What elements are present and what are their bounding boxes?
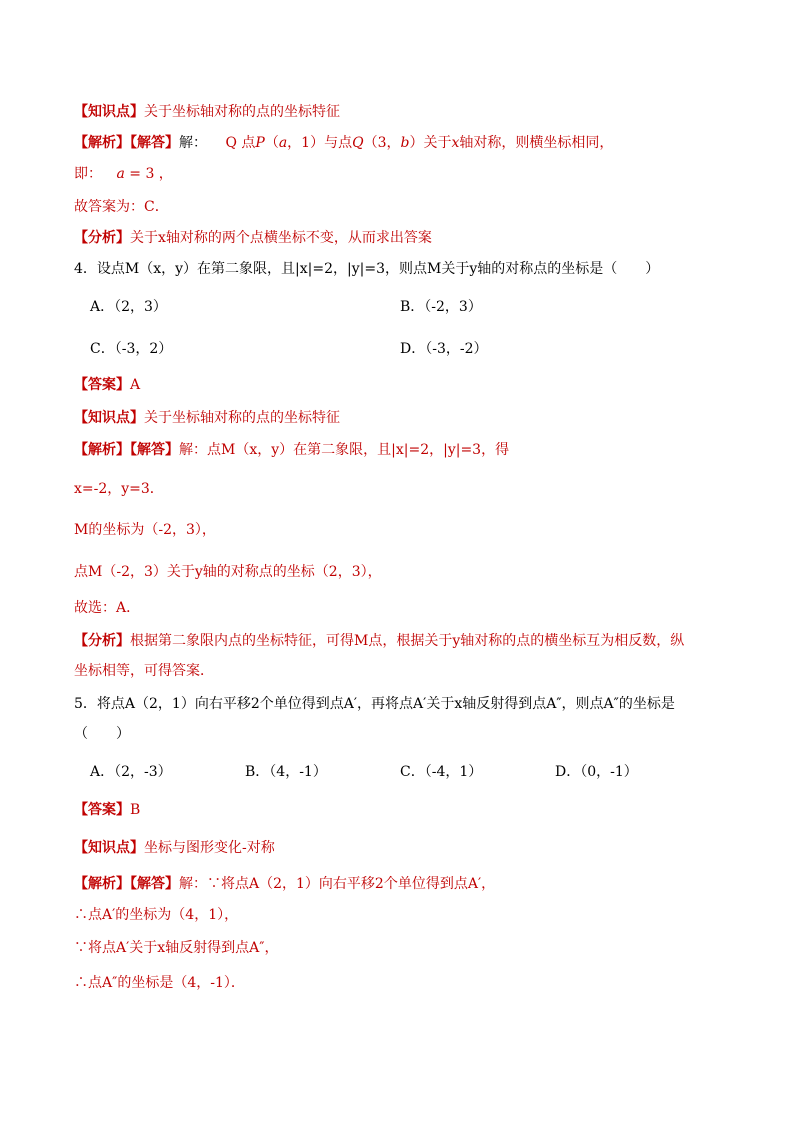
var-q: Q: [352, 135, 364, 151]
q4-fenxi-line-1: [74, 631, 684, 651]
ji-var-a: a: [116, 166, 125, 182]
ji-line: [74, 164, 173, 184]
fenxi-tag: 【分析】: [74, 230, 130, 246]
analysis-text-6: 轴对称，则横坐标相同，: [459, 135, 614, 151]
fenxi-line: [74, 228, 432, 248]
q5-answer-line: [74, 800, 140, 820]
q4-line-3: M的坐标为（-2，3），: [74, 522, 216, 538]
q5-option-c: C．（-4，1）: [400, 764, 483, 780]
q4-line-2: x=-2，y=3．: [74, 481, 164, 497]
q4-option-a: A．（2，3）: [90, 299, 167, 315]
answer-line: 故答案为：C．: [74, 199, 169, 215]
q5-knowledge-line: [74, 838, 275, 858]
analysis-line: [74, 133, 613, 153]
var-b: b: [400, 135, 410, 151]
q5-knowledge-text: 坐标与图形变化-对称: [144, 840, 275, 856]
q4-analysis-line: [74, 440, 509, 460]
q5-knowledge-tag: 【知识点】: [74, 840, 144, 856]
q4-answer-text: A: [130, 377, 141, 393]
q4-analysis-tag: 【解析】【解答】: [74, 442, 179, 458]
q4-fenxi-text-2: 坐标相等，可得答案．: [74, 663, 214, 679]
q5-analysis-tag: 【解析】【解答】: [74, 876, 179, 892]
knowledge-point-tag: 【知识点】: [74, 104, 144, 120]
q4-analysis-text: 解：点M（x，y）在第二象限，且|x|=2，|y|=3，得: [179, 442, 510, 458]
q5-line-2: ∴点A′的坐标为（4，1），: [74, 907, 239, 923]
q4-knowledge-text: 关于坐标轴对称的点的坐标特征: [144, 410, 340, 426]
analysis-prefix: 解：: [179, 135, 207, 151]
q5-option-b: B．（4，-1）: [245, 764, 327, 780]
analysis-text-5: ）关于: [409, 135, 452, 151]
q4-answer-line: [74, 375, 140, 395]
var-x: x: [451, 135, 460, 151]
analysis-tag: 【解析】【解答】: [74, 135, 179, 151]
fenxi-text: 关于x轴对称的两个点横坐标不变，从而求出答案: [130, 230, 432, 246]
q4-option-b: B．（-2，3）: [400, 299, 482, 315]
ji-label: 即：: [74, 166, 102, 182]
q4-knowledge-line: [74, 408, 340, 428]
knowledge-point-text: 关于坐标轴对称的点的坐标特征: [144, 104, 340, 120]
q5-line-4: ∴点A″的坐标是（4，-1）．: [74, 975, 245, 991]
q5-line-3: ∵将点A′关于x轴反射得到点A″，: [74, 940, 279, 956]
analysis-text-4: （3，: [363, 135, 401, 151]
q5-analysis-line: [74, 874, 495, 894]
q4-fenxi-text-1: 根据第二象限内点的坐标特征，可得M点，根据关于y轴对称的点的横坐标互为相反数，纵: [130, 633, 685, 649]
q4-fenxi-tag: 【分析】: [74, 633, 130, 649]
q5-stem-1: 5．将点A（2，1）向右平移2个单位得到点A′，再将点A′关于x轴反射得到点A″，则点A″的坐标是: [74, 696, 675, 712]
var-p: P: [255, 135, 265, 151]
var-a: a: [278, 135, 288, 151]
knowledge-point-line: [74, 102, 340, 122]
q5-answer-tag: 【答案】: [74, 802, 130, 818]
because-symbol: Q: [225, 135, 237, 151]
analysis-text-1: 点: [236, 135, 256, 151]
q5-option-a: A．（2，-3）: [90, 764, 172, 780]
q4-stem: 4．设点M（x，y）在第二象限，且|x|=2，|y|=3，则点M关于y轴的对称点的坐标是（ ）: [74, 261, 660, 277]
analysis-text-3: ，1）与点: [287, 135, 353, 151]
q4-line-5: 故选：A．: [74, 600, 141, 616]
q5-analysis-text: 解：∵将点A（2，1）向右平移2个单位得到点A′，: [179, 876, 496, 892]
q5-stem-2: （ ）: [74, 726, 130, 742]
q4-answer-tag: 【答案】: [74, 377, 130, 393]
q5-option-d: D．（0，-1）: [555, 764, 638, 780]
q4-option-c: C．（-3，2）: [90, 341, 173, 357]
q4-line-4: 点M（-2，3）关于y轴的对称点的坐标（2，3），: [74, 564, 382, 580]
q5-answer-text: B: [130, 802, 141, 818]
analysis-text-2: （: [264, 135, 279, 151]
q4-option-d: D．（-3，-2）: [400, 341, 488, 357]
ji-rest: = 3 ，: [124, 166, 173, 182]
q4-knowledge-tag: 【知识点】: [74, 410, 144, 426]
